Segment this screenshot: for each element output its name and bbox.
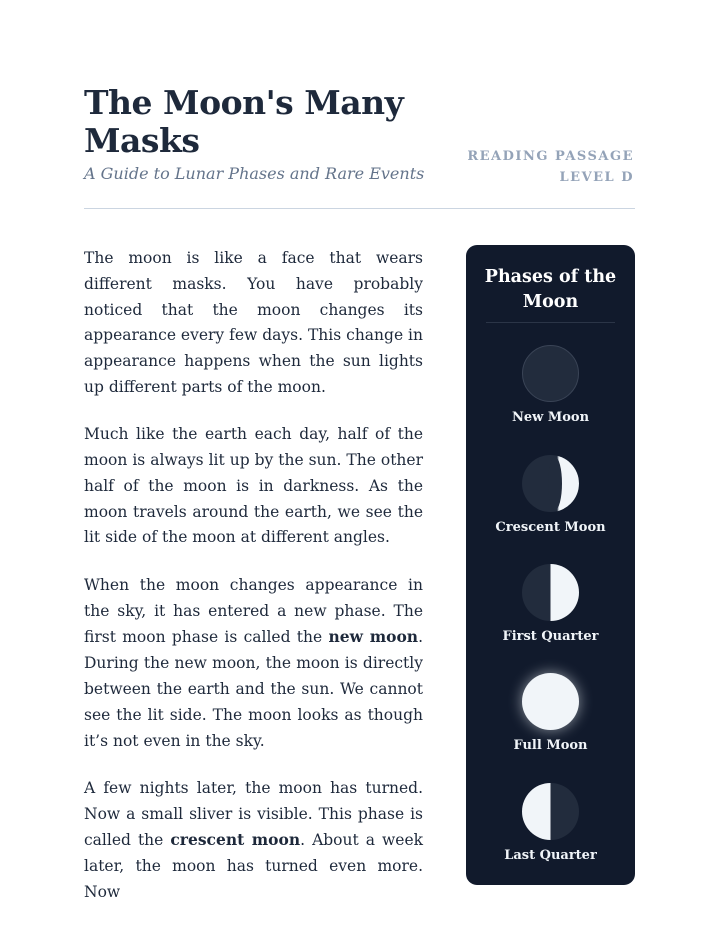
paragraph-text: A few nights later, the moon has turned. Now a small sliver is visible. This phase is called the <box>84 778 423 850</box>
phase-crescent-moon <box>466 455 635 545</box>
phase-label: Full Moon <box>513 738 588 753</box>
page-subtitle: A Guide to Lunar Phases and Rare Events <box>84 164 425 183</box>
moon-phases-sidebar <box>466 245 635 885</box>
paragraph-text: . About a week later, the moon has turned even more. Now <box>84 831 424 902</box>
last-quarter-moon-icon <box>522 783 579 840</box>
phase-label: First Quarter <box>502 629 599 644</box>
header-divider <box>84 208 635 209</box>
phase-label: Crescent Moon <box>495 520 606 535</box>
term-new-moon: new moon <box>328 627 419 647</box>
sidebar-title: Phases of the Moon <box>484 267 617 312</box>
phase-label: Last Quarter <box>504 848 597 863</box>
new-moon-icon <box>522 345 579 402</box>
term-crescent-moon: crescent moon <box>170 830 301 850</box>
reading-level-label: READING PASSAGE LEVEL D <box>467 149 634 185</box>
sidebar-divider <box>486 322 615 323</box>
article-paragraph-1: The moon is like a face that wears different masks. You have probably noticed that the moon changes its appearance every few days. This change in appearance happens when the sun lights up different parts of the moon. <box>84 249 423 396</box>
first-quarter-moon-icon <box>522 564 579 621</box>
phase-last-quarter <box>466 783 635 873</box>
article-paragraph-4 <box>84 776 423 906</box>
article-paragraph-3 <box>84 573 423 755</box>
paragraph-text: When the moon changes appearance in the sky, it has entered a new phase. The first moon phase is called the <box>84 575 423 647</box>
article-body <box>84 246 423 927</box>
phase-full-moon <box>466 673 635 763</box>
paragraph-text: . During the new moon, the moon is directly between the earth and the sun. We cannot see the lit side. The moon looks as though it’s not even in the sky. <box>84 628 423 750</box>
article-paragraph-2: Much like the earth each day, half of the moon is always lit up by the sun. The other half of the moon is in darkness. As the moon travels around the earth, we see the lit side of the moon at different angles. <box>84 425 423 547</box>
full-moon-icon <box>522 673 579 730</box>
phase-new-moon <box>466 345 635 435</box>
page-title: The Moon's Many Masks <box>84 83 404 160</box>
phase-label: New Moon <box>511 410 590 425</box>
crescent-moon-icon <box>522 455 579 512</box>
phase-first-quarter <box>466 564 635 654</box>
